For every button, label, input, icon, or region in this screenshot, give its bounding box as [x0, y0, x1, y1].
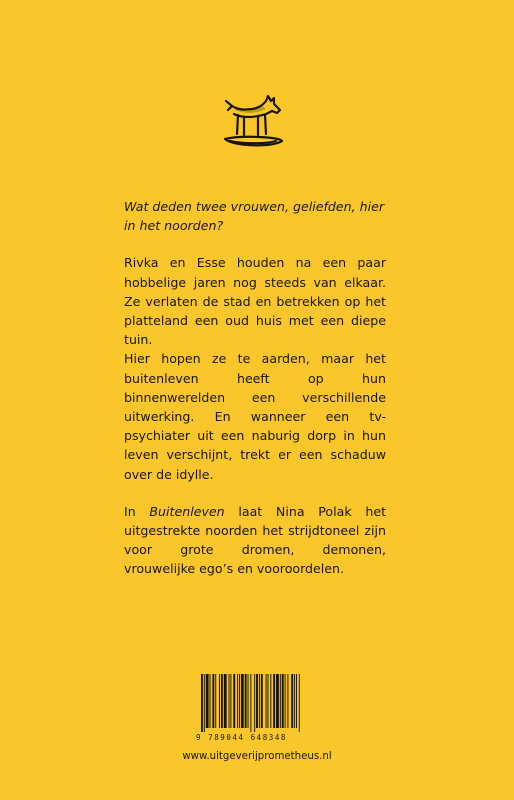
barcode-bar: [282, 674, 284, 728]
isbn-barcode: [196, 672, 331, 742]
barcode-bar: [250, 674, 251, 732]
barcode-bar: [201, 674, 203, 732]
barcode-bar: [294, 674, 295, 728]
barcode-bar: [273, 674, 275, 728]
blurb-paragraph-3: [124, 502, 386, 579]
barcode-bar: [256, 674, 258, 728]
barcode-bar: [219, 674, 220, 728]
barcode-bar: [206, 674, 209, 728]
barcode-bars: [196, 672, 331, 734]
barcode-bar: [224, 674, 227, 728]
book-title: Buitenleven: [149, 503, 225, 519]
barcode-bar: [261, 674, 263, 728]
barcode-bar: [239, 674, 240, 728]
barcode-bar: [259, 674, 260, 728]
barcode-bar: [291, 674, 293, 728]
barcode-bar: [245, 674, 247, 728]
barcode-bar: [233, 674, 235, 728]
horse-on-rocker-icon: [222, 92, 284, 154]
barcode-bar: [210, 674, 211, 728]
barcode-bar: [287, 674, 288, 728]
barcode-digits: 9 789044 648348: [196, 733, 287, 742]
barcode-bar: [299, 674, 300, 732]
barcode-bar: [270, 674, 271, 728]
tagline: Wat deden twee vrouwen, geliefden, hier in het noorden?: [124, 199, 385, 234]
barcode-bar: [254, 674, 255, 732]
paragraph-3-prefix: In: [124, 503, 150, 519]
barcode-bar: [230, 674, 231, 728]
barcode-bar: [237, 674, 238, 728]
barcode-bar: [221, 674, 223, 728]
barcode-bar: [280, 674, 281, 728]
blurb-paragraph-2: Hier hopen ze te aarden, maar het buitenleven heeft op hun binnenwerelden een verschillende uitwerking. En wanneer een tv-psychiater uit een naburig dorp in hun leven verschijnt, trekt er een schaduw over de idylle.: [124, 351, 386, 482]
barcode-bar: [241, 674, 244, 728]
paragraph-3-suffix: laat Nina Polak het uitgestrekte noorden het strijdtoneel zijn voor grote dromen, demonen, vrouwelijke ego’s en vooroordelen.: [124, 503, 387, 577]
barcode-bar: [248, 674, 249, 728]
barcode-bar: [268, 674, 269, 728]
barcode-bar: [215, 674, 216, 728]
barcode-bar: [266, 674, 267, 728]
back-cover-text: [124, 197, 386, 579]
barcode-bar: [212, 674, 214, 728]
barcode-bar: [229, 674, 230, 728]
barcode-bar: [276, 674, 279, 728]
barcode-bar: [296, 674, 297, 728]
barcode-bar: [285, 674, 286, 728]
publisher-website[interactable]: www.uitgeverijprometheus.nl: [182, 751, 332, 762]
blurb-paragraph-1: Rivka en Esse houden na een paar hobbelige jaren nog steeds van elkaar. Ze verlaten de stad en betrekken op het platteland een oud huis met een diepe tuin.: [124, 255, 386, 348]
barcode-bar: [204, 674, 205, 732]
